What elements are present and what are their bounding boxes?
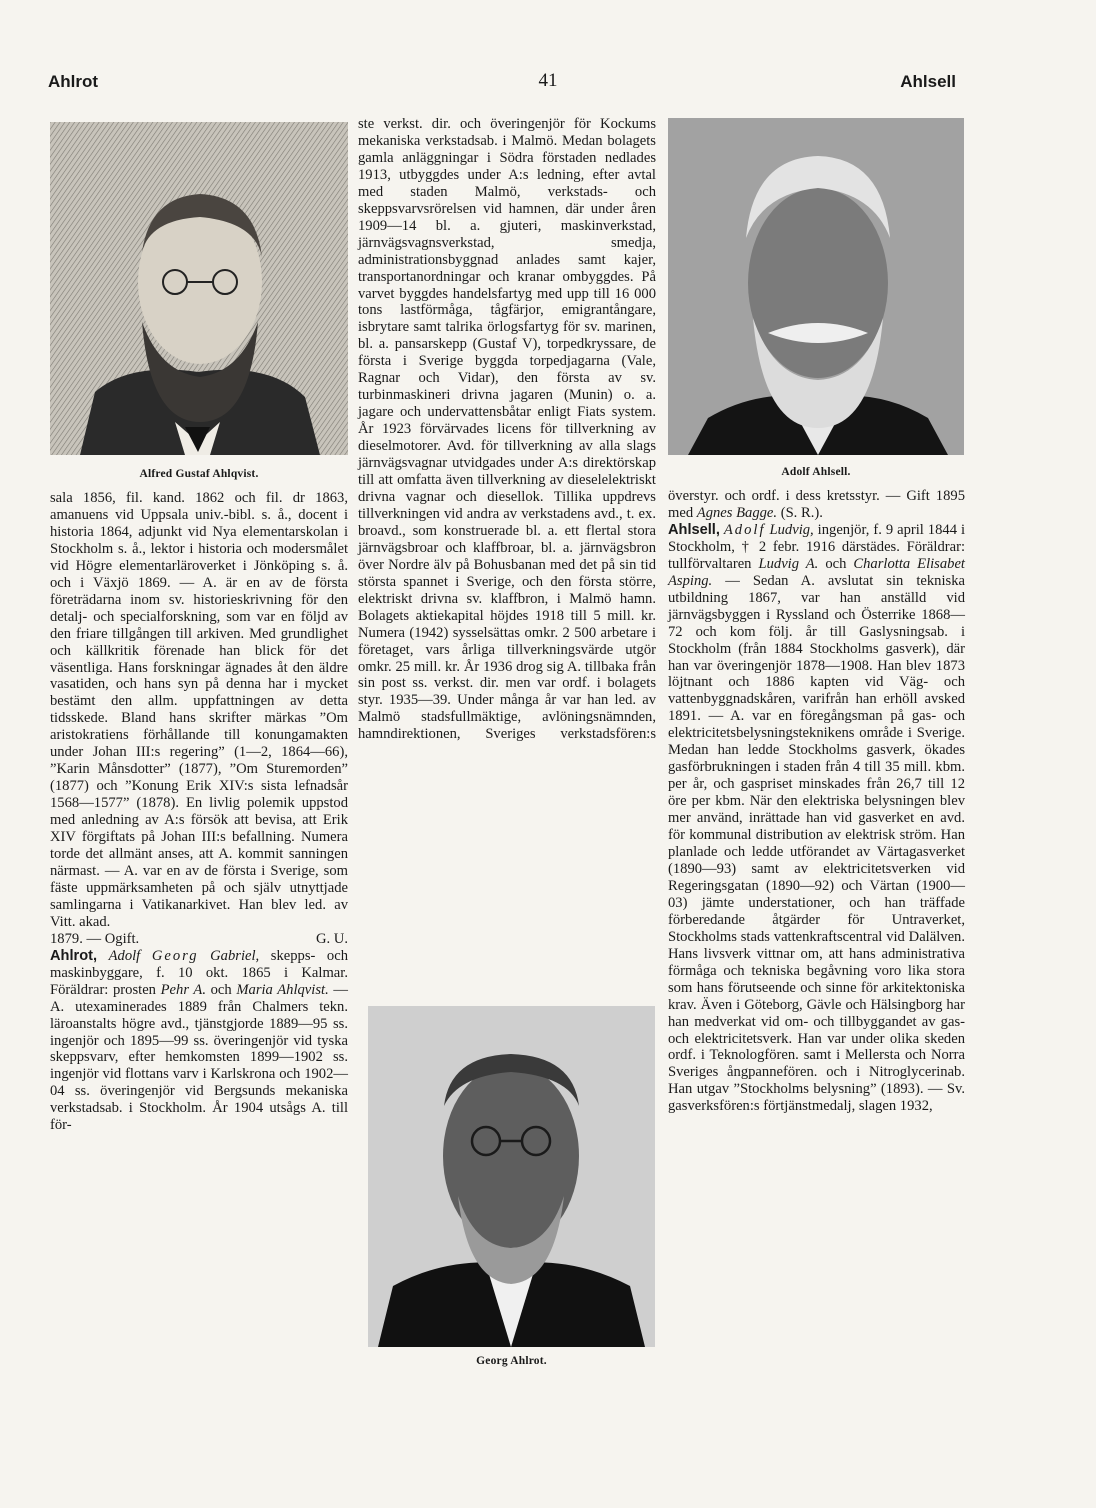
entry-ahlsell	[668, 522, 965, 1115]
ahlrot-continued-text: ste verkst. dir. och överingenjör för Kockums mekaniska verkstadsab. i Malmö. Medan bolagets gamla anläggningar i Södra förstaden nedlades 1913, utbyggdes under A:s ledning, efter avtal med staden Malmö, verkstads- och skeppsvarvsrörelsen vid hamnen, där under åren 1909—14 bl. a. gjuteri, maskinverkstad, järnvägsvagnsverkstad, smedja, administrationsbyggnad anlades samt kajer, transportanordningar och kranar ombyggdes. På varvet byggdes handelsfartyg med upp till 16 000 tons lastförmåga, tågfärjor, emigrantångare, isbrytare samt talrika örlogsfartyg för sv. marinen, bl. a. pansarskepp (Gustaf V), torpedkryssare, de första i Sverige byggda torpedjagarna (Vale, Ragnar och Vidar), den första av sv. turbinmaskineri drivna jagaren (Munin) o. a. jagare och undervattensbåtar enligt Fiats system. År 1923 förvärvades licens för tillverkning av dieselmotorer. Avd. för tillverkning av alla slags järnvägsvagnar utvidgades under A:s direktörskap till att omfatta även tillverkning av dieselelektriskt drivna vagnar och diesellok. Tillika uppdrevs tillverkningen vid andra av verkstadens avd., t. ex. broavd., som konstruerade bl. a. ett flertal stora järnvägsbroar och klaffbroar, bl. a. järnvägsbron över Nordre älv på Bohusbanan med det på sin tid största spannet i Sverige, och den första större, elektriskt drivna sv. klaffbron, i Malmö hamn. Bolagets aktiekapital höjdes 1918 till 5 mill. kr. Numera (1942) sysselsättas omkr. 2 500 arbetare i företaget, vars årliga tillverkningsvärde utgör omkr. 25 mill. kr. År 1936 drog sig A. tillbaka från sin post ss. verkst. dir. men var ordf. i bolagets styr. 1935—39. Under många år var han led. av Malmö stadsfullmäktige, avlöningsnämnden, hamndirektionen, Sveriges verkstadsfören:s	[358, 116, 656, 743]
entry-ahlrot-text-2: — A. utexaminerades 1889 från Chalmers tekn. läroanstalts högre avd., tjänstgjorde 1889—95 ss. ingenjör och 1895—99 ss. överingenjör vid tyska skeppsvarv, efter hemkomsten 1899—1902 ss. ingenjör vid flottans varv i Karlskrona och 1902—04 ss. överingenjör vid Bergsunds mekaniska verkstadsab. i Stockholm. År 1904 utsågs A. till för-	[50, 981, 348, 1134]
entry-ahlrot-given-a: Adolf	[108, 947, 141, 964]
ahlqvist-closing	[50, 931, 348, 948]
entry-ahlsell-name: Ahlsell,	[668, 521, 720, 538]
entry-ahlrot-name: Ahlrot,	[50, 947, 98, 964]
entry-ahlsell-given-b: Ludvig,	[769, 521, 814, 538]
caption-ahlrot: Georg Ahlrot.	[476, 1355, 547, 1367]
ahlqvist-text: sala 1856, fil. kand. 1862 och fil. dr 1863, amanuens vid Uppsala univ.-bibl. s. å., docent i historia 1864, adjunkt vid Nya elementarskolan i Stockholm s. å., lektor i historia och modersmålet vid Högre elementarläroverket i Jönköping s. å. och i Växjö 1869. — A. är en av de första företrädarna inom sv. historieskrivning för den detalj- och specialforskning, som var en följd av den friare tillgången till arkiven. Med grundlighet och källkritik förenade han blick för det väsentliga. Hans forskningar ägnades åt den äldre vasatiden, och hans syn på denna har i mycket bestämt den allm. uppfattningen av detta tidsskede. Bland hans skrifter märkas ”Om aristokratiens förhållande till konungamakten under Johan III:s regering” (1—2, 1864—66), ”Karin Månsdotter” (1877), ”Om Sturemorden” (1877) och ”Konung Erik XIV:s sista lefnadsår 1568—1577” (1878). En livlig polemik uppstod med anledning av A:s försök att bevisa, att Erik XIV förgiftats på Johan III:s befallning. Numera torde det allmänt anses, att A. kommit sanningen närmast. — A. var en av de första i Sverige, som fäste uppmärksamheten på och själv utnyttjade samlingarna i Vatikanarkivet. Han blev led. av Vitt. akad.	[50, 490, 348, 930]
entry-ahlrot-parent-2: Maria Ahlqvist.	[236, 981, 329, 998]
portrait-ahlrot	[368, 1006, 655, 1347]
running-head-right: Ahlsell	[900, 72, 956, 91]
entry-ahlsell-given-a: Adolf	[723, 521, 766, 538]
entry-ahlrot-parent-1: Pehr A.	[160, 981, 206, 998]
ahlrot-spouse: Agnes Bagge.	[696, 504, 778, 521]
portrait-ahlsell	[668, 118, 964, 455]
entry-ahlsell-parent-1: Ludvig A.	[758, 555, 819, 572]
column-1	[50, 490, 348, 1134]
entry-ahlrot-text-1: skepps- och maskinbyggare, f. 10 okt. 1865 i Kalmar. Föräldrar: prosten	[50, 947, 349, 998]
portrait-ahlqvist	[50, 122, 348, 455]
entry-ahlsell-parent-2: Charlotta Elisabet Asping.	[668, 555, 965, 589]
entry-ahlrot-och: och	[210, 981, 232, 998]
ahlrot-end-text	[668, 488, 965, 522]
entry-ahlrot-given-c: Gabriel,	[210, 947, 260, 964]
page-number: 41	[538, 70, 558, 91]
ahlqvist-end: 1879. — Ogift.	[50, 930, 140, 947]
ahlrot-signature: (S. R.).	[780, 504, 823, 521]
entry-ahlsell-text-1: ingenjör, f. 9 april 1844 i Stockholm, † 2 febr. 1916 därstädes. Föräldrar: tullförvaltaren	[668, 521, 966, 572]
caption-ahlsell: Adolf Ahlsell.	[781, 466, 851, 478]
column-2	[358, 116, 656, 743]
ahlqvist-signature: G. U.	[315, 930, 348, 947]
caption-ahlqvist: Alfred Gustaf Ahlqvist.	[139, 468, 259, 480]
running-head-left: Ahlrot	[48, 72, 99, 91]
entry-ahlsell-text-2: — Sedan A. avslutat sin tekniska utbildning 1867, var han anställd vid järnvägsbyggen i Ryssland och Österrike 1868—72 och kom följ. år till Gaslysningsab. i Stockholm (från 1884 Stockholms gasverk), där han var överingenjör 1878—1908. Han blev 1873 löjtnant och 1886 kapten vid Väg- och vattenbyggnadskåren, varifrån han erhöll avsked 1891. — A. var en föregångsman på gas- och elektricitetsbelysningsteknikens område i Sverige. Medan han ledde Stockholms gasverk, ökades gasförbrukningen i staden från 4 till 35 mill. kbm. per år, och gaspriset minskades från 26,7 till 12 öre per kbm. När den elektriska belysningen blev mer använd, inrättade han vid gasverket en avd. för kommunal distribution av elektrisk ström. Han planlade och ledde utförandet av Värtagasverket (1890—93) samt av elektricitetsverken vid Regeringsgatan (1890—92) och Värtan (1900—03) jämte understationer, och han träffade förberedande åtgärder för Untraverket, Stockholms stads vattenkraftscentral vid Dalälven. Hans livsverk vittnar om, att hans administrativa förmåga och tekniska begåvning voro lika stora som hans förutseende och sinne för arkitektoniska krav. Även i Göteborg, Gävle och Hälsingborg har han medverkat vid om- och tillbyggandet av gas- och elektricitetsverk. Han var under olika skeden ordf. i Teknologfören. samt i Mellersta och Norra Sveriges ångpannefören. och i Nitroglycerinab. Han utgav ”Stockholms belysning” (1893). — Sv. gasverksfören:s förtjänstmedalj, slagen 1932,	[668, 572, 965, 1115]
column-3	[668, 488, 965, 1115]
entry-ahlrot-given-b: Georg	[151, 947, 199, 964]
entry-ahlrot	[50, 948, 348, 1134]
ahlrot-end-text-1: överstyr. och ordf. i dess kretsstyr. — Gift 1895 med	[668, 488, 965, 521]
entry-ahlsell-och: och	[825, 555, 847, 572]
